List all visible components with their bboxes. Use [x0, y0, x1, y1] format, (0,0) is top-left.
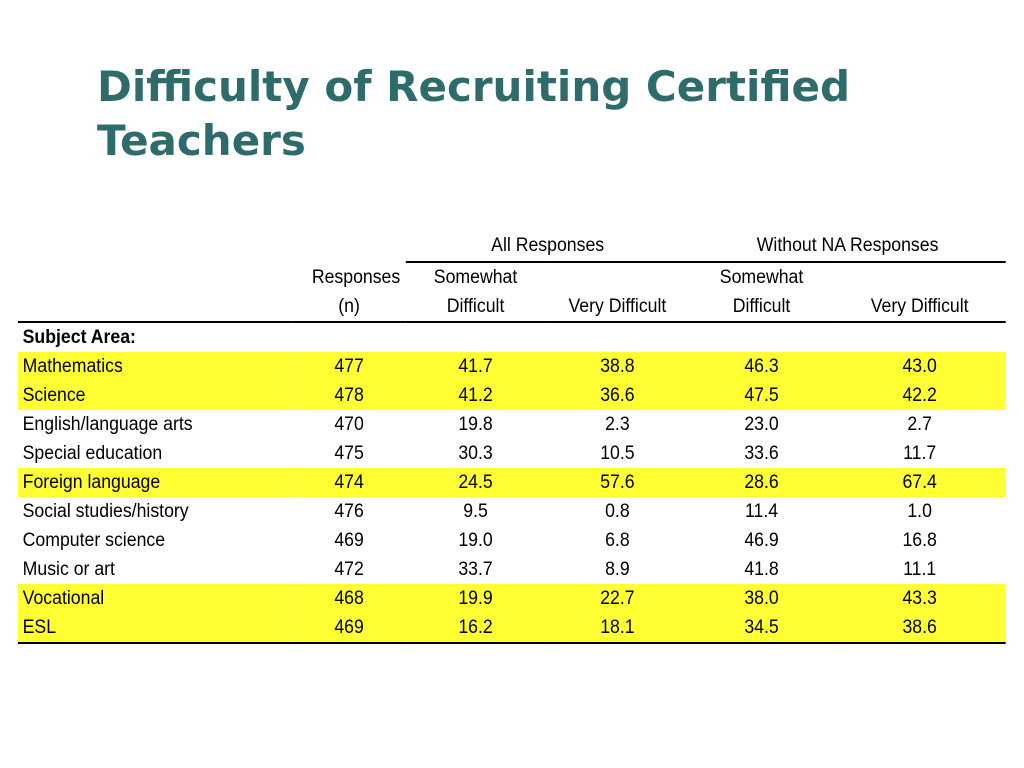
- cell-all-somewhat: 19.8: [458, 414, 493, 435]
- cell-responses: 474: [292, 468, 405, 497]
- cell-all-somewhat: 16.2: [406, 613, 546, 643]
- group-header-all-responses: All Responses: [406, 231, 690, 262]
- cell-all-somewhat: 41.2: [406, 381, 546, 410]
- cell-all-somewhat: 9.5: [463, 501, 488, 522]
- cell-na-very: 16.8: [902, 530, 937, 551]
- column-header-all-somewhat-difficult: Difficult: [406, 292, 546, 322]
- cell-na-somewhat: 33.6: [744, 443, 779, 464]
- cell-na-very: 1.0: [907, 501, 932, 522]
- cell-na-very: 38.6: [834, 613, 1006, 643]
- cell-subject: Special education: [22, 443, 163, 464]
- cell-all-somewhat: 19.0: [458, 530, 493, 551]
- cell-subject: Music or art: [22, 559, 115, 580]
- cell-all-somewhat: 19.9: [406, 584, 546, 613]
- cell-subject: ESL: [18, 613, 292, 643]
- cell-na-somewhat: 46.9: [744, 530, 779, 551]
- cell-subject: English/language arts: [22, 414, 193, 435]
- table-row: [18, 381, 1006, 410]
- column-header-all-somewhat: Somewhat: [433, 267, 518, 288]
- group-header-row: [18, 231, 1006, 262]
- cell-na-somewhat: 38.0: [689, 584, 833, 613]
- cell-all-somewhat: 33.7: [458, 559, 493, 580]
- cell-all-very: 0.8: [605, 501, 630, 522]
- cell-subject: Mathematics: [18, 352, 292, 381]
- cell-responses: 477: [292, 352, 405, 381]
- table-row: [18, 613, 1006, 643]
- cell-na-very: 43.3: [834, 584, 1006, 613]
- cell-na-very: 67.4: [834, 468, 1006, 497]
- cell-subject: Vocational: [18, 584, 292, 613]
- cell-responses: 478: [292, 381, 405, 410]
- cell-na-somewhat: 47.5: [689, 381, 833, 410]
- column-header-all-very-difficult: Very Difficult: [545, 292, 689, 322]
- cell-responses: 475: [334, 443, 364, 464]
- cell-na-somewhat: 11.4: [744, 501, 779, 522]
- table-row: [18, 439, 1006, 468]
- table-row: [18, 410, 1006, 439]
- column-header-row-2: [18, 292, 1006, 322]
- group-header-without-na: Without NA Responses: [689, 231, 1005, 262]
- column-header-responses-n: (n): [292, 292, 405, 322]
- cell-subject: Foreign language: [18, 468, 292, 497]
- cell-na-somewhat: 41.8: [744, 559, 779, 580]
- cell-na-very: 43.0: [834, 352, 1006, 381]
- cell-subject: Science: [18, 381, 292, 410]
- table-row: [18, 555, 1006, 584]
- cell-na-somewhat: 46.3: [689, 352, 833, 381]
- section-label: Subject Area:: [22, 327, 136, 348]
- column-header-na-very-difficult: Very Difficult: [834, 292, 1006, 322]
- cell-all-somewhat: 24.5: [406, 468, 546, 497]
- cell-responses: 469: [334, 530, 364, 551]
- cell-all-very: 2.3: [605, 414, 630, 435]
- column-header-responses: Responses: [311, 266, 401, 288]
- column-header-na-somewhat-difficult: Difficult: [689, 292, 833, 322]
- cell-na-somewhat: 23.0: [744, 414, 779, 435]
- cell-all-very: 38.8: [545, 352, 689, 381]
- cell-all-very: 8.9: [605, 559, 630, 580]
- cell-na-somewhat: 34.5: [689, 613, 833, 643]
- cell-all-very: 6.8: [605, 530, 630, 551]
- table-row: [18, 497, 1006, 526]
- cell-responses: 472: [334, 559, 364, 580]
- slide-title: Difficulty of Recruiting Certified Teachers: [97, 62, 851, 165]
- cell-na-very: 11.7: [903, 443, 937, 464]
- cell-na-very: 11.1: [903, 559, 937, 580]
- cell-all-very: 22.7: [545, 584, 689, 613]
- cell-responses: 468: [292, 584, 405, 613]
- cell-responses: 469: [292, 613, 405, 643]
- table-row: [18, 352, 1006, 381]
- column-header-na-somewhat: Somewhat: [719, 267, 804, 288]
- cell-responses: 470: [334, 414, 364, 435]
- cell-subject: Social studies/history: [22, 501, 189, 522]
- cell-na-very: 2.7: [907, 414, 932, 435]
- table-row: [18, 468, 1006, 497]
- cell-all-very: 36.6: [545, 381, 689, 410]
- recruiting-difficulty-table: [18, 231, 1006, 644]
- cell-responses: 476: [334, 501, 364, 522]
- cell-all-very: 57.6: [545, 468, 689, 497]
- section-row: [18, 322, 1006, 352]
- cell-na-very: 42.2: [834, 381, 1006, 410]
- column-header-row-1: [18, 262, 1006, 292]
- cell-all-somewhat: 30.3: [458, 443, 493, 464]
- table-row: [18, 584, 1006, 613]
- cell-all-somewhat: 41.7: [406, 352, 546, 381]
- table-row: [18, 526, 1006, 555]
- cell-subject: Computer science: [22, 530, 166, 551]
- cell-na-somewhat: 28.6: [689, 468, 833, 497]
- cell-all-very: 10.5: [600, 443, 635, 464]
- cell-all-very: 18.1: [545, 613, 689, 643]
